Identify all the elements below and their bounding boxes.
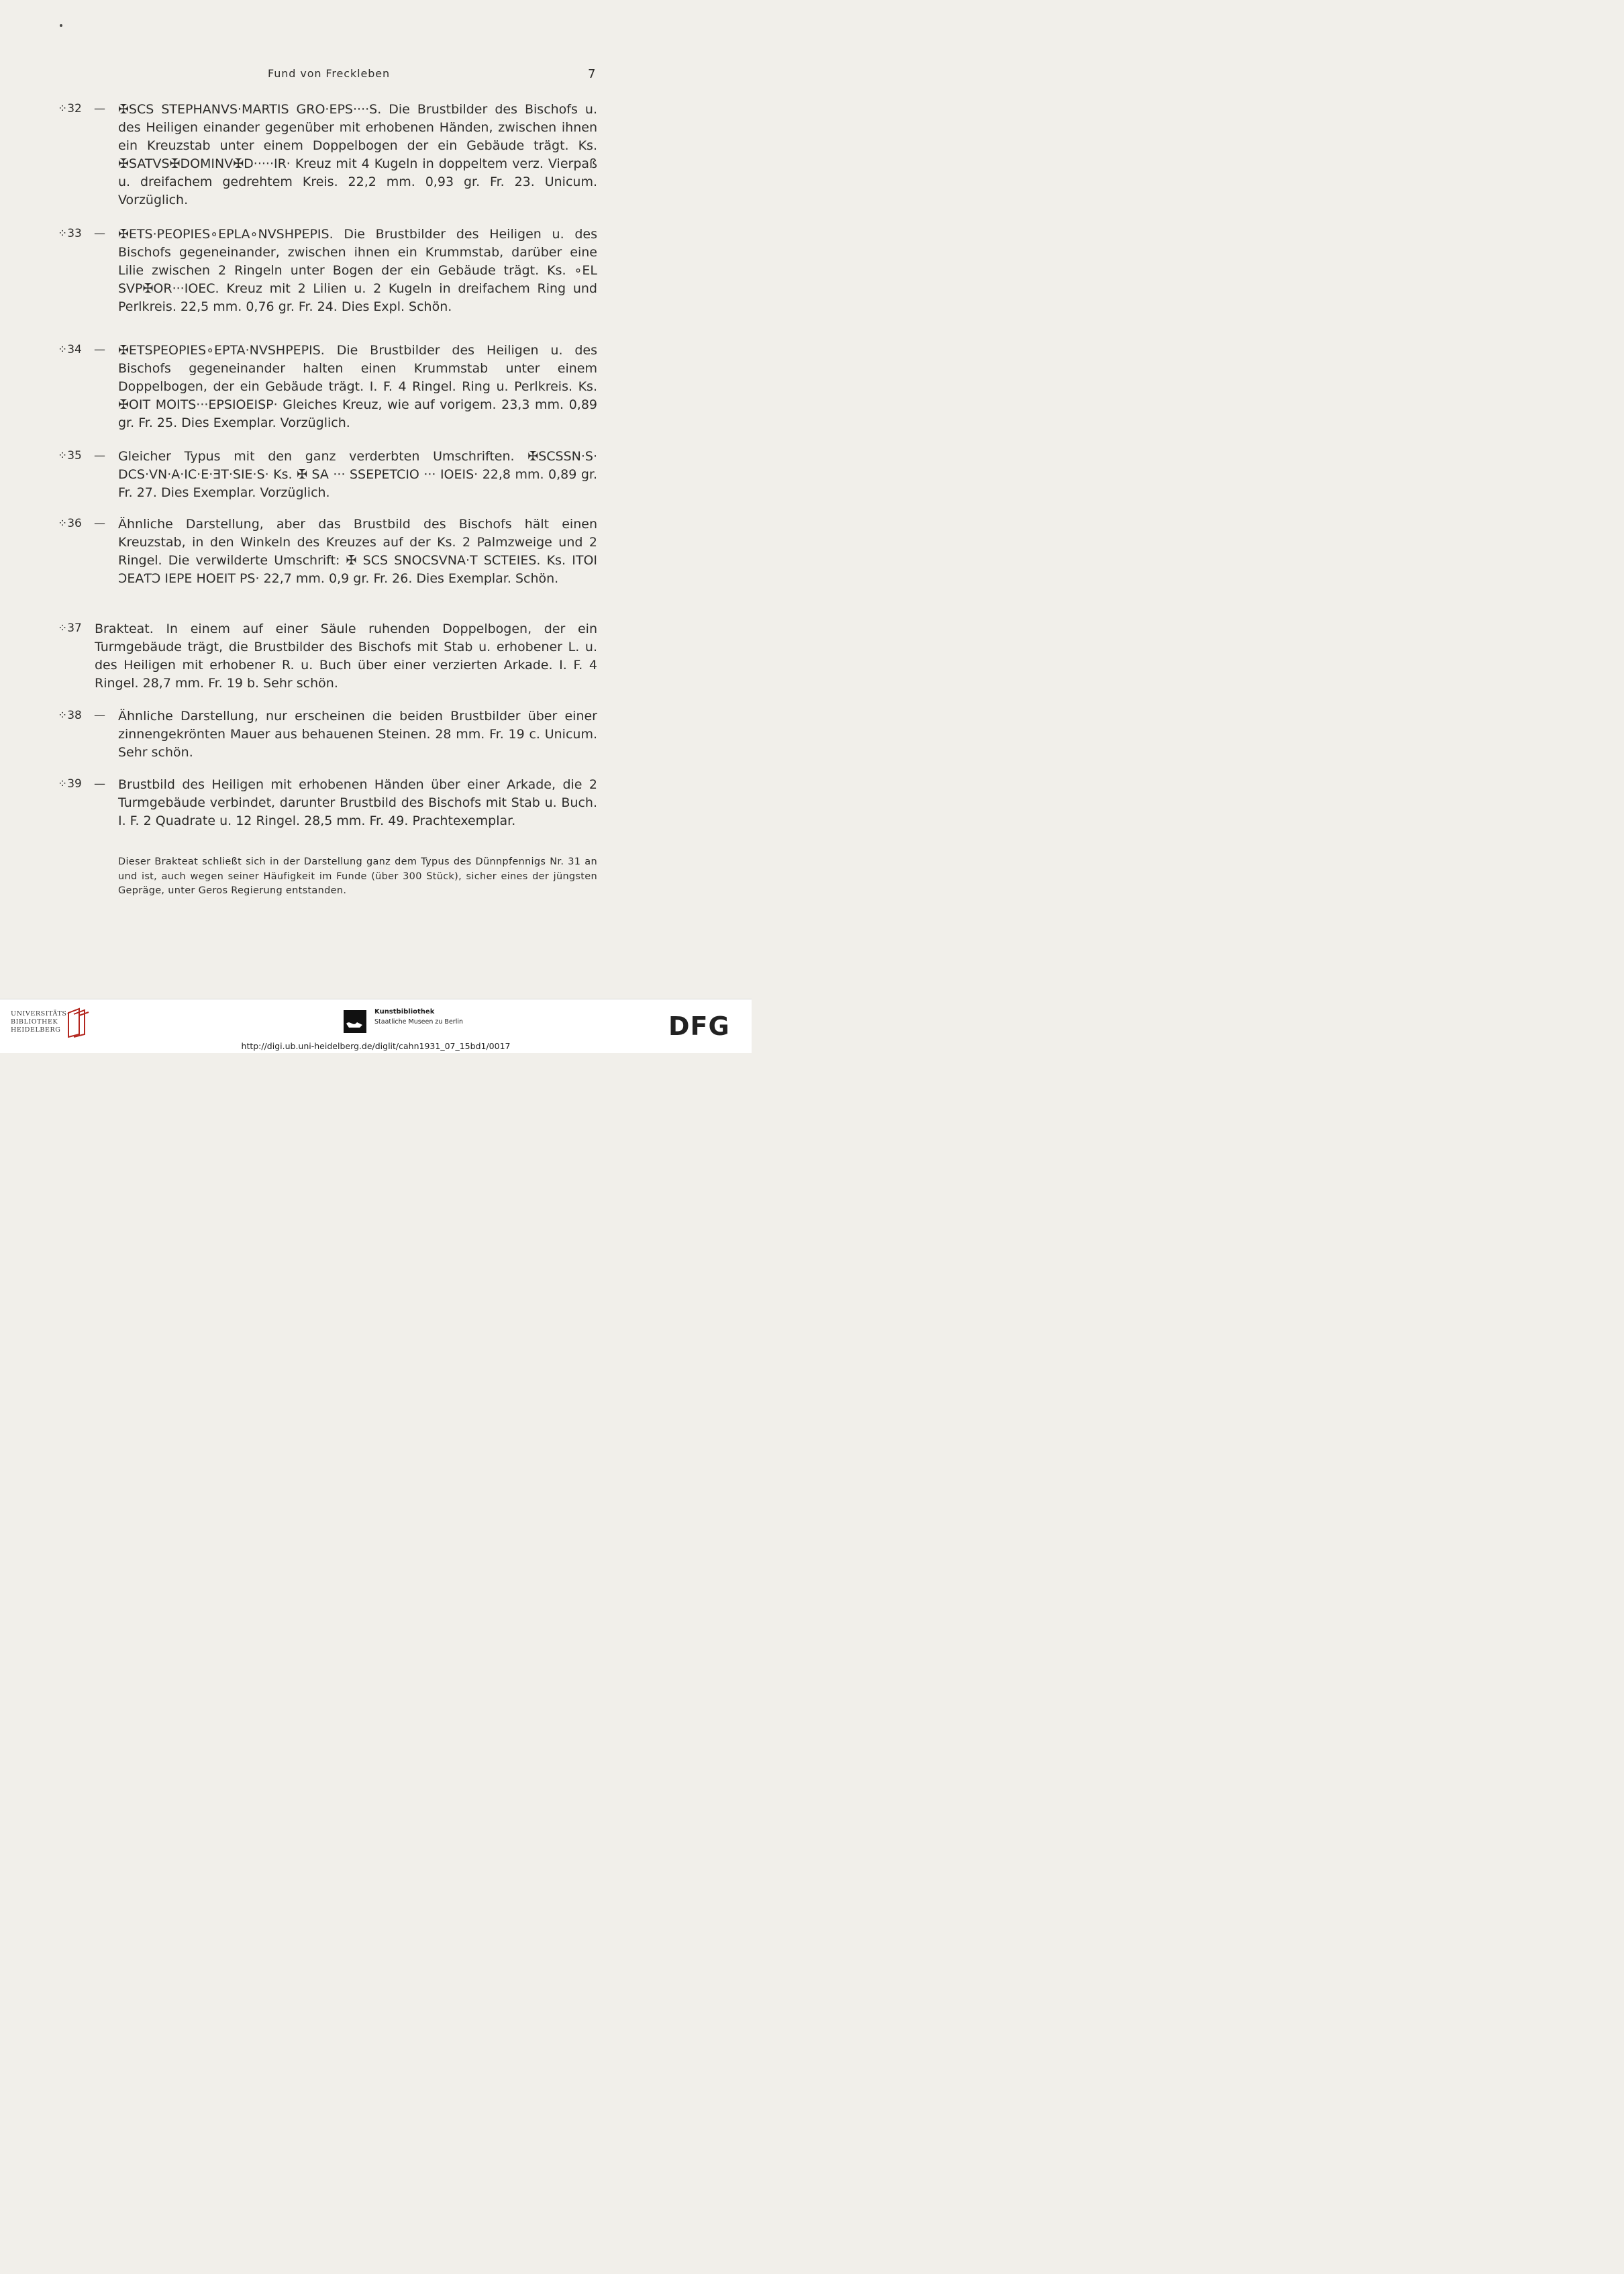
- document-page: [0, 0, 752, 999]
- kunstbibliothek-logo-icon: [344, 1010, 366, 1033]
- entry-lead: Brakteat.: [95, 622, 154, 636]
- entry-number: ⁘34: [58, 343, 82, 356]
- running-title: Fund von Freckleben: [268, 67, 391, 80]
- ub-heidelberg-logo-icon: [64, 1007, 91, 1038]
- entry-number: ⁘39: [58, 777, 82, 791]
- entry-number: ⁘38: [58, 709, 82, 722]
- entry-text: Ähnliche Darstellung, nur erscheinen die beiden Brustbilder über einer zinnengekrönten Mauer aus behauenen Steinen. 28 mm. Fr. 19 c. Unicum. Sehr schön.: [118, 709, 597, 760]
- entry-dash: —: [94, 517, 105, 530]
- entry-text: ✠ETSPEOPIES∘EPTA·NVSHPEPIS. Die Brustbilder des Heiligen u. des Bischofs gegeneinander halten einen Krummstab unter einem Doppelbogen, der ein Gebäude trägt. I. F. 4 Ringel. Ring u. Perlkreis. Ks. ✠OIT MOITS···EPSIOEISP· Gleiches Kreuz, wie auf vorigem. 23,3 mm. 0,89 gr. Fr. 25. Dies Exemplar. Vorzüglich.: [118, 343, 597, 430]
- kunstbibliothek-subtitle: Staatliche Museen zu Berlin: [374, 1018, 464, 1026]
- entry-number: ⁘33: [58, 227, 82, 240]
- entry-dash: —: [94, 102, 105, 115]
- entry-text: Gleicher Typus mit den ganz verderbten Umschriften. ✠SCSSN·S· DCS·VN·A·IC·E·ƎT·SIE·S· Ks. ✠ SA ··· SSEPETCIO ··· IOEIS· 22,8 mm. 0,89 gr. Fr. 27. Dies Exemplar. Vorzüglich.: [118, 449, 597, 500]
- entry-lead-text: In einem auf einer Säule ruhenden Doppelbogen, der ein Turmgebäude trägt, die Brustbilder des Bischofs mit Stab u. erhobener L. u. des Heiligen mit erhobener R. u. Buch über einer verzierten Arkade. I. F. 4 Ringel. 28,7 mm. Fr. 19 b. Sehr schön.: [95, 622, 598, 691]
- entry-text: [95, 620, 597, 693]
- ub-line3: HEIDELBERG: [11, 1026, 61, 1034]
- entry-dash: —: [94, 709, 105, 722]
- ub-heidelberg-logo-text[interactable]: [11, 1010, 70, 1034]
- entry-text: ✠SCS STEPHANVS·MARTIS GRO·EPS····S. Die Brustbilder des Bischofs u. des Heiligen einander gegenüber mit erhobenen Händen, zwischen ihnen ein Kreuzstab unter einem Doppelbogen der ein Gebäude trägt. Ks. ✠SATVS✠DOMINV✠D·····IR· Kreuz mit 4 Kugeln in doppeltem verz. Vierpaß u. dreifachem gedrehtem Kreis. 22,2 mm. 0,93 gr. Fr. 23. Unicum. Vorzüglich.: [118, 102, 597, 207]
- footer-bar: [0, 999, 752, 1053]
- entry-dash: —: [94, 227, 105, 240]
- footnote: Dieser Brakteat schließt sich in der Darstellung ganz dem Typus des Dünnpfennigs Nr. 31 an und ist, auch wegen seiner Häufigkeit im Funde (über 300 Stück), sicher eines der jüngsten Gepräge, unter Geros Regierung entstanden.: [118, 856, 597, 896]
- entry-dash: —: [94, 449, 105, 462]
- entry-text: ✠ETS·PEOPIES∘EPLA∘NVSHPEPIS. Die Brustbilder des Heiligen u. des Bischofs gegeneinander, zwischen ihnen ein Krummstab, darüber eine Lilie zwischen 2 Ringeln unter Bogen der ein Gebäude trägt. Ks. ∘EL SVP✠OR···IOEC. Kreuz mit 2 Lilien u. 2 Kugeln in dreifachem Ring und Perlkreis. 22,5 mm. 0,76 gr. Fr. 24. Dies Expl. Schön.: [118, 227, 597, 314]
- entry-text: Brustbild des Heiligen mit erhobenen Händen über einer Arkade, die 2 Turmgebäude verbindet, darunter Brustbild des Bischofs mit Stab u. Buch. I. F. 2 Quadrate u. 12 Ringel. 28,5 mm. Fr. 49. Prachtexemplar.: [118, 777, 597, 828]
- page-header: [0, 67, 752, 83]
- entry-number: ⁘37: [58, 622, 82, 635]
- ub-line2: BIBLIOTHEK: [11, 1018, 58, 1026]
- entry-dash: —: [94, 343, 105, 356]
- page-url-link[interactable]: http://digi.ub.uni-heidelberg.de/diglit/cahn1931_07_15bd1/0017: [241, 1041, 511, 1051]
- dfg-logo[interactable]: DFG: [668, 1011, 730, 1041]
- entry-dash: —: [94, 777, 105, 791]
- kunstbibliothek-title: Kunstbibliothek: [374, 1008, 435, 1016]
- entry-text: Ähnliche Darstellung, aber das Brustbild des Bischofs hält einen Kreuzstab, in den Winkeln des Kreuzes auf der Ks. 2 Palmzweige und 2 Ringel. Die verwilderte Umschrift: ✠ SCS SNOCSVNA·T SCTEIES. Ks. ITOI ƆEAƬƆ IEPE HOEIT PS· 22,7 mm. 0,9 gr. Fr. 26. Dies Exemplar. Schön.: [118, 517, 597, 586]
- ub-line1: UNIVERSITÄTS-: [11, 1010, 70, 1018]
- ink-dot: [60, 24, 62, 27]
- entry-number: ⁘32: [58, 102, 82, 115]
- page-number: 7: [588, 67, 596, 81]
- entry-number: ⁘36: [58, 517, 82, 530]
- entry-number: ⁘35: [58, 449, 82, 462]
